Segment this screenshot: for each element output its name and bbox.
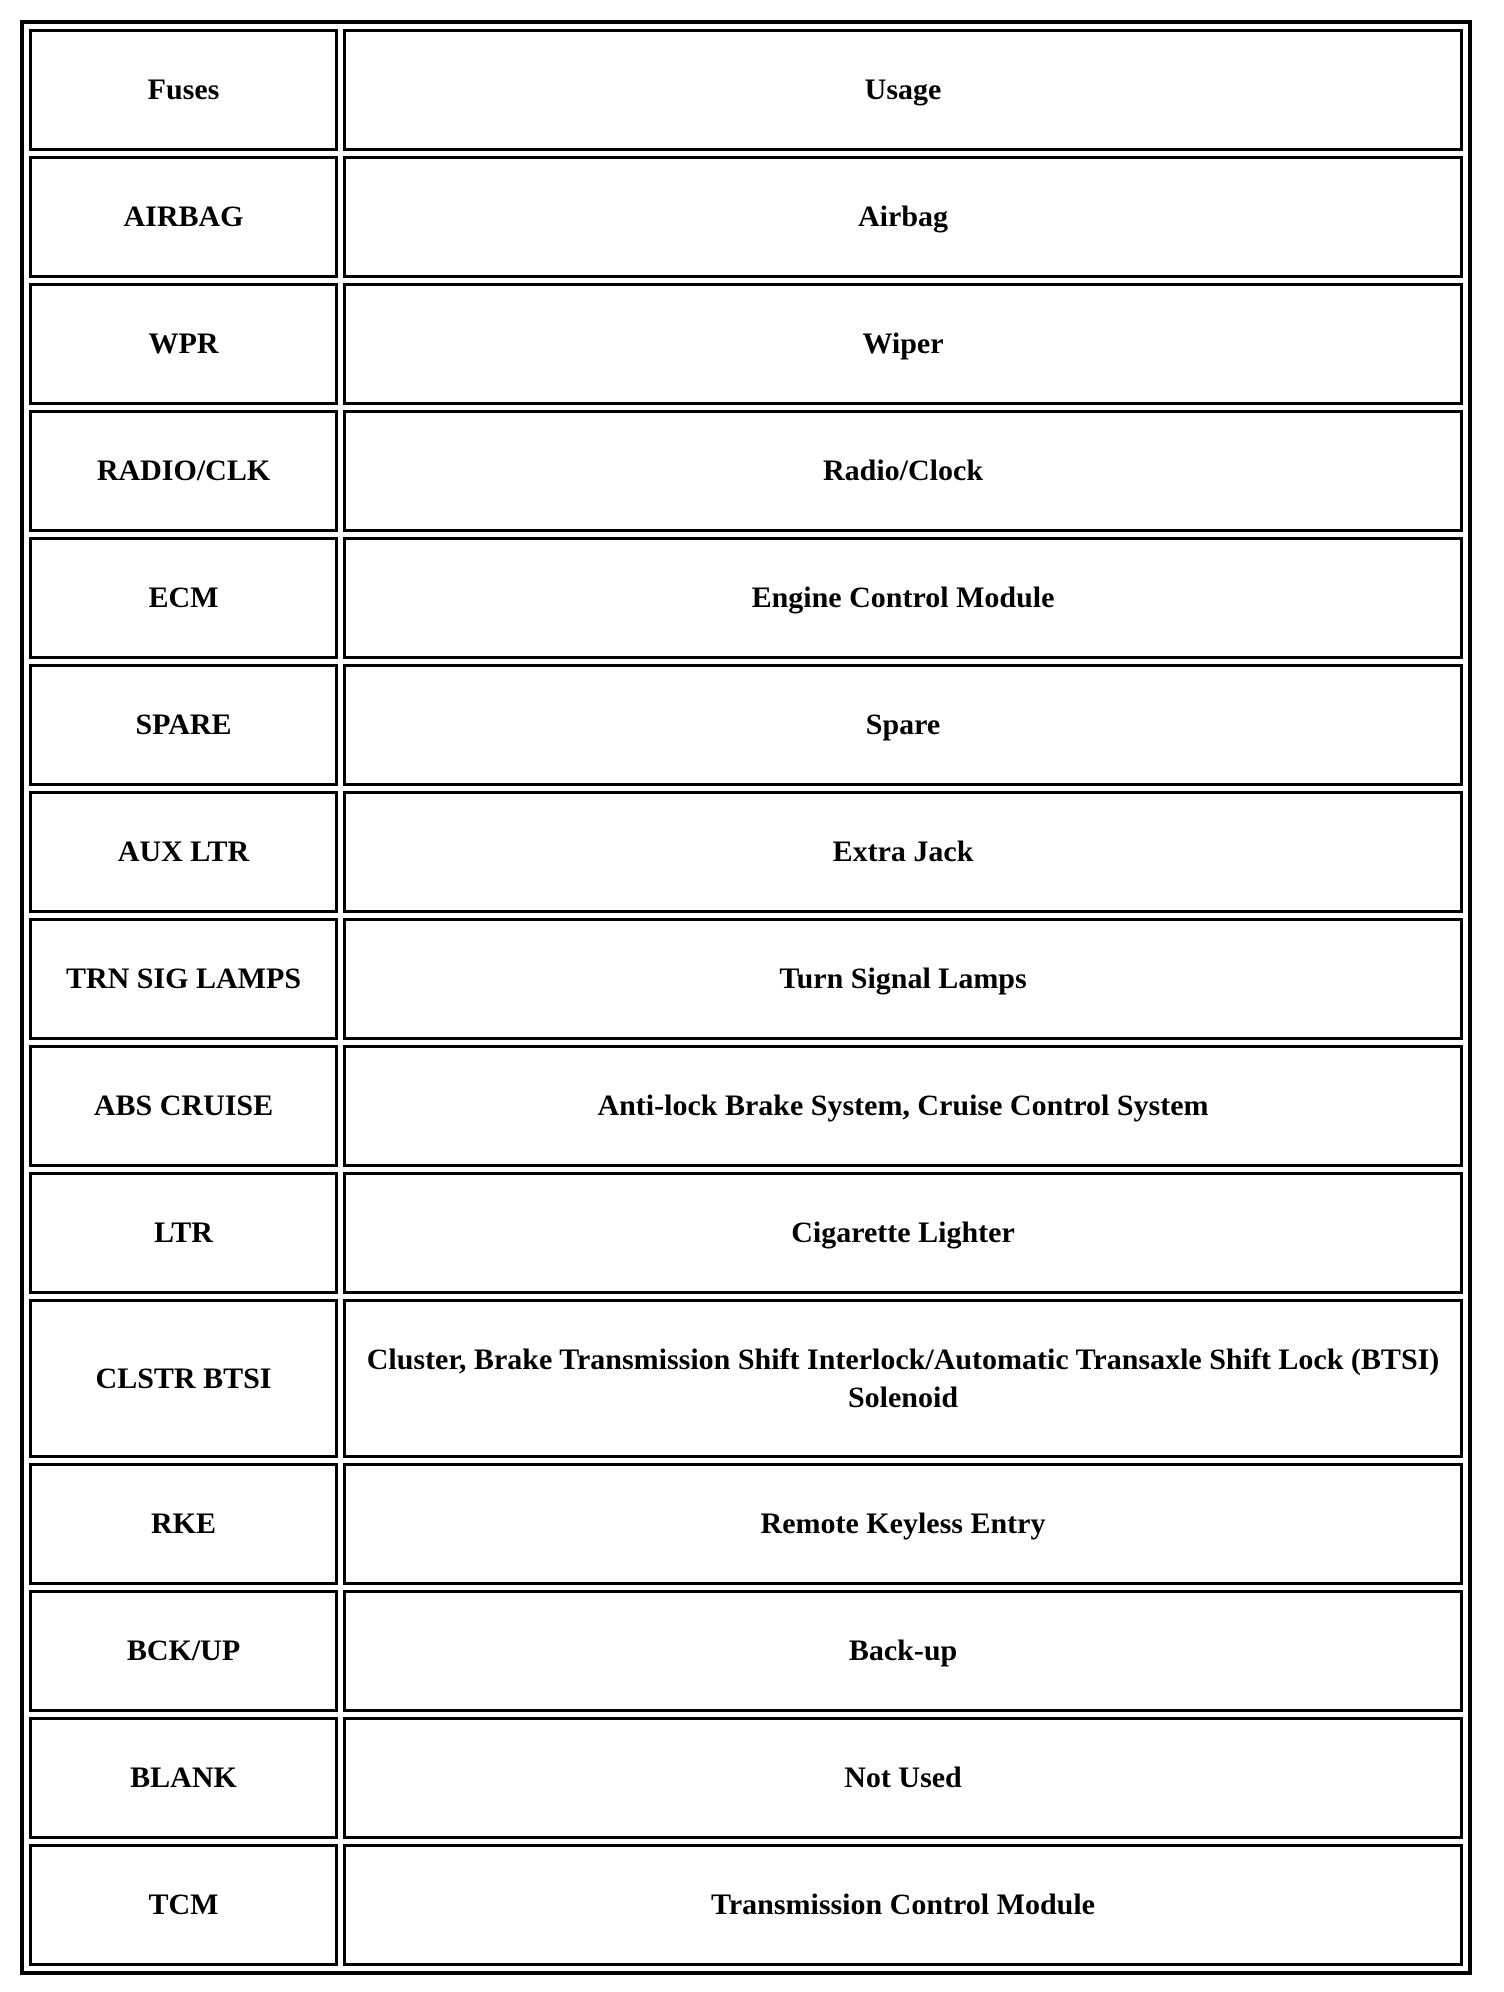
fuse-cell: TRN SIG LAMPS: [29, 918, 338, 1040]
table-row: [29, 1045, 1463, 1167]
usage-cell: Remote Keyless Entry: [343, 1463, 1463, 1585]
table-header-row: [29, 29, 1463, 151]
table-row: [29, 918, 1463, 1040]
fuse-cell: RKE: [29, 1463, 338, 1585]
fuse-cell: ECM: [29, 537, 338, 659]
table-row: [29, 410, 1463, 532]
usage-cell: Anti-lock Brake System, Cruise Control System: [343, 1045, 1463, 1167]
fuse-cell: TCM: [29, 1844, 338, 1966]
fuse-cell: CLSTR BTSI: [29, 1299, 338, 1458]
usage-cell: Engine Control Module: [343, 537, 1463, 659]
fuse-usage-table: [20, 20, 1472, 1975]
usage-cell: Turn Signal Lamps: [343, 918, 1463, 1040]
usage-cell: Airbag: [343, 156, 1463, 278]
fuses-column-header: Fuses: [29, 29, 338, 151]
table-row: [29, 664, 1463, 786]
fuse-cell: BCK/UP: [29, 1590, 338, 1712]
fuse-cell: LTR: [29, 1172, 338, 1294]
usage-cell: Spare: [343, 664, 1463, 786]
table-row: [29, 1172, 1463, 1294]
table-row: [29, 283, 1463, 405]
usage-cell: Wiper: [343, 283, 1463, 405]
usage-cell: Extra Jack: [343, 791, 1463, 913]
usage-cell: Not Used: [343, 1717, 1463, 1839]
table-row: [29, 1590, 1463, 1712]
table-row: [29, 537, 1463, 659]
fuse-cell: SPARE: [29, 664, 338, 786]
table-row: [29, 1844, 1463, 1966]
table-row: [29, 1299, 1463, 1458]
usage-cell: Cigarette Lighter: [343, 1172, 1463, 1294]
usage-column-header: Usage: [343, 29, 1463, 151]
fuse-cell: ABS CRUISE: [29, 1045, 338, 1167]
fuse-cell: AUX LTR: [29, 791, 338, 913]
usage-cell: Back-up: [343, 1590, 1463, 1712]
table-row: [29, 156, 1463, 278]
fuse-cell: AIRBAG: [29, 156, 338, 278]
usage-cell: Cluster, Brake Transmission Shift Interlock/Automatic Transaxle Shift Lock (BTSI) Solenoid: [343, 1299, 1463, 1458]
table-row: [29, 1463, 1463, 1585]
fuse-cell: WPR: [29, 283, 338, 405]
table-row: [29, 791, 1463, 913]
fuse-cell: BLANK: [29, 1717, 338, 1839]
fuse-cell: RADIO/CLK: [29, 410, 338, 532]
table-row: [29, 1717, 1463, 1839]
usage-cell: Transmission Control Module: [343, 1844, 1463, 1966]
usage-cell: Radio/Clock: [343, 410, 1463, 532]
